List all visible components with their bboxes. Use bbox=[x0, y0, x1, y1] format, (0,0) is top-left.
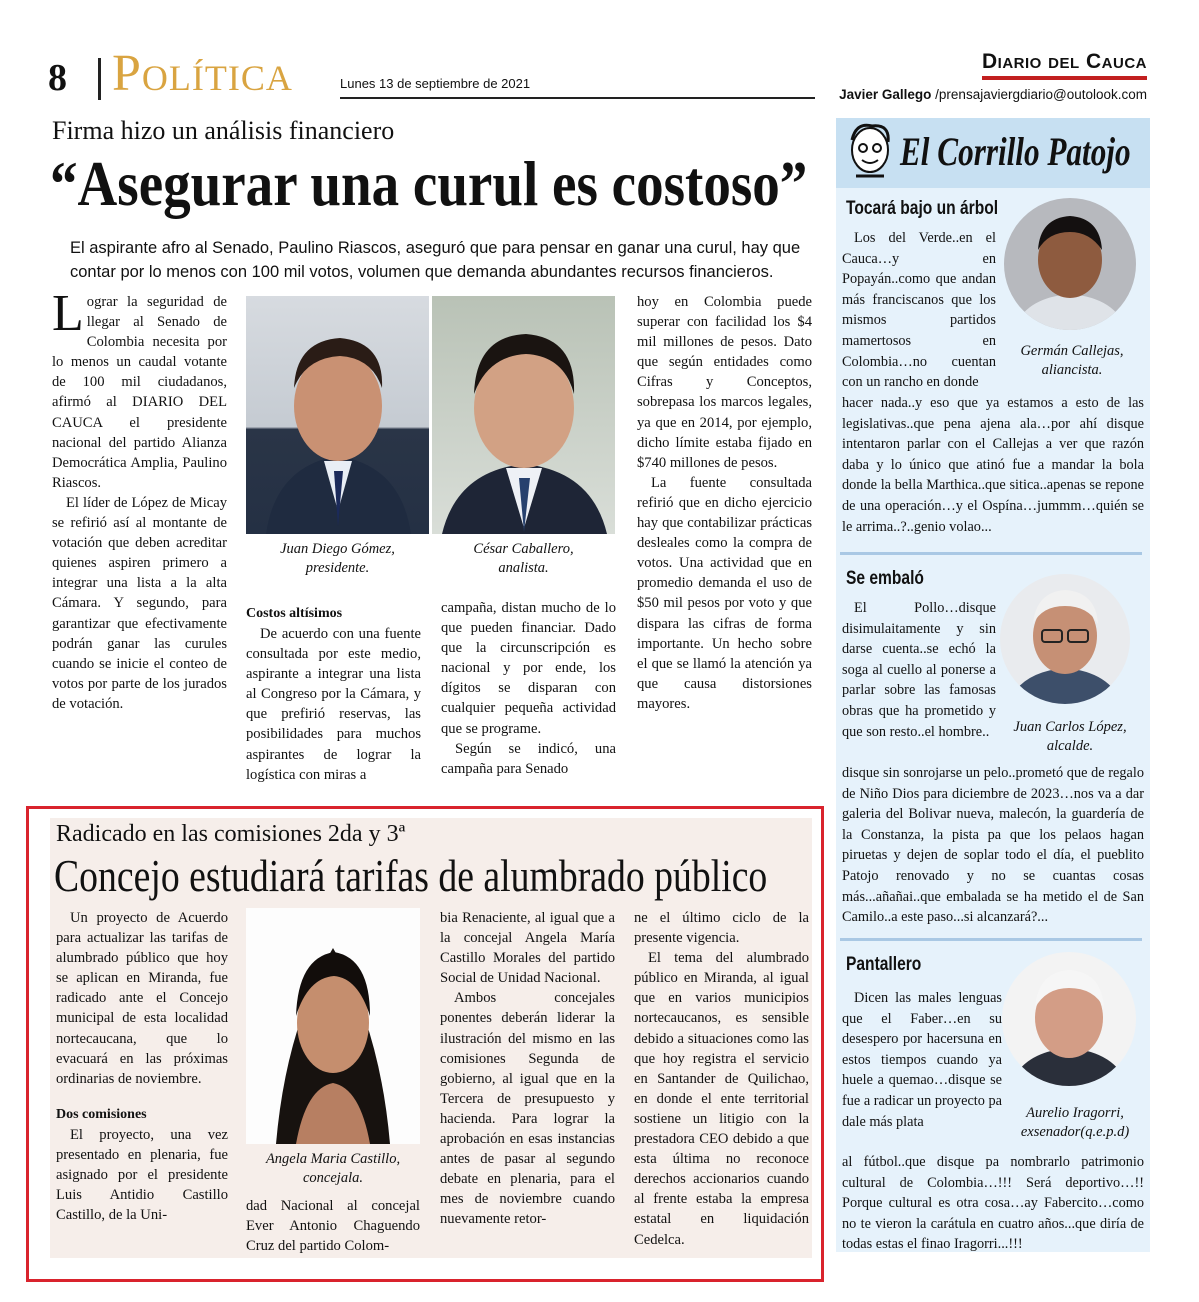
second-col1-p2: El proyecto, una vez presentado en plenaria, fue asignado por el presidente Luis Antidio Castillo Castillo, de la Uni- bbox=[56, 1126, 228, 1224]
second-kicker: Radicado en las comisiones 2da y 3ª bbox=[56, 821, 406, 847]
second-col3 bbox=[440, 908, 615, 1230]
second-col1-p1: Un proyecto de Acuerdo para actualizar las tarifas de alumbrado público que hoy se aplican en Miranda, fue radicado ante el Concejo municipal de esta localidad nortecaucana, que lo evacuará en las próximas ordinarias de noviembre. bbox=[56, 910, 228, 1087]
sidebar-item3-narrow: Dicen las males lenguas que el Faber…en su desespero por hacersuna en estos tiempos cuando ya huele a quemao…disque se fue a radicar un proyecto pa dale más plata bbox=[842, 990, 1002, 1130]
photo-angela-castillo bbox=[246, 908, 420, 1144]
author-line bbox=[839, 87, 1147, 102]
main-col2-p1: De acuerdo con una fuente consultada por este medio, aspirante a integrar una lista al Congreso por la Cámara, y que prefirió reservas, las posibilidades para muchos aspirantes de lograr la logística con miras a bbox=[246, 626, 421, 783]
second-headline: Concejo estudiará tarifas de alumbrado público bbox=[54, 850, 768, 901]
photo3-caption: Angela Maria Castillo, concejala. bbox=[265, 1151, 401, 1186]
masthead: Diario del Cauca bbox=[982, 50, 1147, 80]
sidebar-item1-wide: hacer nada..y eso que ya estamos a esto de las legislativas..que pena ajena ala…por ahí disque intentaron parlar con el Callejas a ver que razón daba y lo único que atinó fue a mandar la bola donde la bella Marthica..que sitica..apenas se repone de una operación…y el Ospína…jummm…quién se le arrima..?..genio volao... bbox=[842, 395, 1144, 535]
second-col4-p2: El tema del alumbrado público en Miranda, al igual que en varios municipios nortecaucanos, es sensible debido a situaciones como las que hoy registra el servicio en Santander de Quilichao, en donde el ente territorial sostiene un litigio con la prestadora CEO debido a que esta última no reconoce derechos accionarios cuando al frente estaba la empresa estatal en liquidación Cedelca. bbox=[634, 950, 809, 1248]
main-col2 bbox=[246, 598, 421, 785]
subhead-costos: Costos altísimos bbox=[246, 606, 343, 621]
sidebar-rule-1 bbox=[840, 552, 1142, 555]
main-col1-p2: El líder de López de Micay se refirió así al montante de votación que deben acreditar quienes aspiren primero a integrar una lista a la alta Cámara. Y segundo, para garantizar que efectivamente podrán ganar las curules cuando se inicie el conteo de votos por parte de los jurados de votación. bbox=[52, 494, 227, 712]
sidebar-rule-2 bbox=[840, 938, 1142, 941]
sidebar-text-2a bbox=[842, 598, 996, 742]
sidebar-caption-2: Juan Carlos López, alcalde. bbox=[1013, 719, 1127, 754]
photo-juan-carlos-lopez bbox=[1000, 574, 1130, 704]
sidebar-heading-1: Tocará bajo un árbol bbox=[846, 198, 999, 219]
main-col1-p1: ograr la seguridad de llegar al Senado de Colombia necesita por lo menos un caudal votante de 100 mil ciudadanos, afirmó al DIARIO DEL CAUCA el presidente nacional del partido Alianza Democrática Amplia, Paulino Riascos. bbox=[52, 294, 227, 491]
photo-german-callejas bbox=[1004, 198, 1136, 330]
sidebar-heading-3: Pantallero bbox=[846, 954, 922, 975]
author-email: /prensajaviergdiario@outolook.com bbox=[935, 87, 1147, 102]
second-col1 bbox=[56, 908, 228, 1225]
sidebar-item2-wide: disque sin sonrojarse un pelo..prometó que de regalo de Niño Dios para diciembre de 2023…nos va a dar galeria del Bolivar nueva, malecón, la guardería de la Constanza, la pista pa que los pelaos hagan piruetas y dejen de soplar todo el día, el pueblito Patojo renovado y no se cuantas cosas más...añañai..que embalada se ha metido el de San Camilo..a este paso...si alcanzará?... bbox=[842, 765, 1144, 926]
section-title: Política bbox=[112, 45, 293, 102]
second-col4 bbox=[634, 908, 809, 1250]
photo1-caption: Juan Diego Gómez, presidente. bbox=[280, 541, 395, 576]
second-col4-p1: ne el último ciclo de la presente vigencia. bbox=[634, 910, 809, 947]
photo2-caption: César Caballero, analista. bbox=[473, 541, 574, 576]
sidebar-item2-narrow: El Pollo…disque disimulaitamente y sin darse cuenta..se echó la soga al cuello al ponerse a parlar sobre las famosas obras que ha prometido y que son resto..el hombre.. bbox=[842, 600, 996, 740]
sidebar-heading-2: Se embaló bbox=[846, 568, 924, 589]
main-headline: “Asegurar una curul es costoso” bbox=[50, 148, 808, 219]
photo-juan-diego-gomez bbox=[246, 296, 429, 534]
sidebar-caption-1: Germán Callejas, aliancista. bbox=[1020, 343, 1124, 378]
sidebar-text-1a bbox=[842, 228, 996, 393]
caricature-icon bbox=[842, 120, 898, 186]
subhead-dos-comisiones: Dos comisiones bbox=[56, 1106, 147, 1122]
header-date: Lunes 13 de septiembre de 2021 bbox=[340, 76, 531, 91]
main-col3-p1: campaña, distan mucho de lo que pueden financiar. Dado que la circunscripción es nacional y por ende, los dígitos se disparan con cualquier pequeña actividad que se programe. bbox=[441, 600, 616, 737]
sidebar-caption-3: Aurelio Iragorri, exsenador(q.e.p.d) bbox=[1020, 1105, 1130, 1140]
sidebar-text-3b bbox=[842, 1152, 1144, 1255]
header-rule bbox=[340, 97, 815, 99]
main-col1 bbox=[52, 285, 227, 714]
second-col2-p1: dad Nacional al concejal Ever Antonio Chaguendo Cruz del partido Colom- bbox=[246, 1198, 420, 1255]
main-col3 bbox=[441, 598, 616, 779]
photo-cesar-caballero bbox=[432, 296, 615, 534]
photo-aurelio-iragorri bbox=[1002, 952, 1136, 1086]
sidebar-item3-wide: al fútbol..que disque pa nombrarlo patrimonio cultural de Colombia…!!! Será deportivo…!! Porque cultural es otra cosa…ay Fabercito…como no te vieron la carátula en cuatro años...que diría de todas estas el finao Iragorri...!!! bbox=[842, 1154, 1144, 1253]
main-col4-p2: La fuente consultada refirió que en dicho ejercicio hay que contabilizar prácticas desleales como la compra de votos. Una actividad que en promedio demanda el uso de $50 mil pesos por voto y que dispara las cifras de forma importante. Un hecho sobre el que se llamó la atención ya que causa distorsiones mayores. bbox=[637, 474, 812, 712]
main-lead: El aspirante afro al Senado, Paulino Riascos, aseguró que para pensar en ganar una curul, hay que contar por lo menos con 100 mil votos, volumen que demanda abundantes recursos financieros. bbox=[70, 239, 801, 281]
main-col3-p2: Según se indicó, una campaña para Senado bbox=[441, 740, 616, 777]
second-col3-p2: Ambos concejales ponentes deberán liderar la ilustración del mismo en las comisiones Segunda de gobierno, al igual que en la Tercera de presupuesto y hacienda. Para lograr la aprobación en esas instancias antes de pasar al segundo debate en plenaria, para el mes de noviembre cuando nuevamente retor- bbox=[440, 990, 615, 1228]
sidebar-text-3a bbox=[842, 988, 1002, 1132]
sidebar-title: El Corrillo Patojo bbox=[900, 129, 1131, 174]
main-col4-p1: hoy en Colombia puede superar con facilidad los $4 mil millones de pesos. Dato que según entidades como Cifras y Conceptos, sobrepasa los marcos legales, ya que en 2014, por ejemplo, dicho límite estaba fijado en $740 millones de pesos. bbox=[637, 294, 812, 471]
second-col2-bottom bbox=[246, 1196, 420, 1256]
main-col4 bbox=[637, 292, 812, 714]
main-kicker: Firma hizo un análisis financiero bbox=[52, 116, 395, 145]
sidebar-text-2b bbox=[842, 763, 1144, 928]
sidebar-text-1b bbox=[842, 393, 1144, 537]
header-divider bbox=[98, 58, 101, 100]
dropcap: L bbox=[52, 285, 84, 342]
second-col3-p1: bia Renaciente, al igual que a la concejal Angela María Castillo Morales del partido Social de Unidad Nacional. bbox=[440, 910, 615, 987]
page-number: 8 bbox=[48, 57, 67, 99]
author-name: Javier Gallego bbox=[839, 87, 932, 102]
sidebar-item1-narrow: Los del Verde..en el Cauca…y en Popayán..como que andan más franciscanos que los mismos partidos mamertosos en Colombia…no cuentan con un rancho en donde bbox=[842, 230, 996, 391]
